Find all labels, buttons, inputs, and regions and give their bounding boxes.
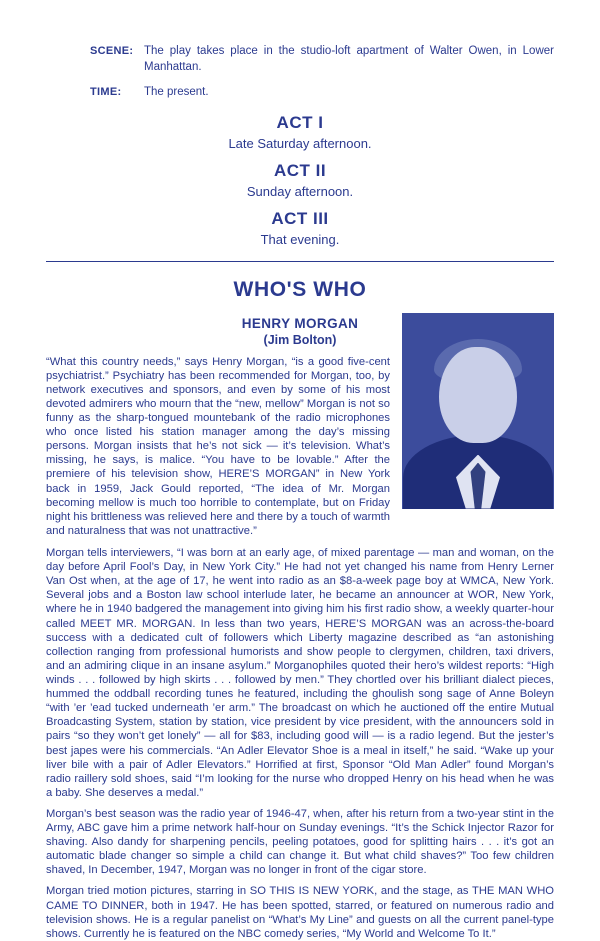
page-title: WHO'S WHO (233, 277, 367, 301)
section-divider (46, 261, 554, 262)
acts-list (46, 113, 554, 247)
act-entry (46, 209, 554, 247)
act-title: ACT II (273, 160, 327, 180)
scene-time-block (90, 44, 554, 101)
bio-role: (Jim Bolton) (263, 332, 337, 347)
scene-text: The play takes place in the studio-loft apartment of Walter Owen, in Lower Manhattan. (144, 45, 554, 73)
portrait-photo-icon (402, 313, 554, 509)
time-text: The present. (144, 86, 209, 99)
act-title: ACT III (271, 208, 329, 228)
act-subtitle: Late Saturday afternoon. (228, 135, 372, 151)
bio-name: HENRY MORGAN (241, 315, 359, 331)
portrait-face (439, 347, 517, 443)
act-title: ACT I (276, 112, 324, 132)
bio-paragraph: Morgan tells interviewers, “I was born at an early age, of mixed parentage — man and woman, on the day before April Fool’s Day, in New York City.” He had not yet changed his name from Henry Lerner Van Ost when, at the age of 17, he went into radio as an $8-a-week page boy at WMCA, New York. Several jobs and a Boston law school interlude later, he became an announcer at WOR, New York, where he in 1940 badgered the management into giving him his first radio show, a weekly quarter-hour called MEET MR. MORGAN. In less than two years, HERE’S MORGAN was an across-the-board success with a dedicated cult of followers which Liberty magazine described as “an astonishing collection ranging from professional humorists and show people to clergymen, children, taxi drivers, and an admiring clique in an insane asylum.” Morganophiles quoted their hero’s wildest reports: “High winds . . . followed by high skirts . . . followed by men.” They chortled over his brilliant dialect pieces, hummed the oddball recording tunes he featured, including the ghoulish song sage of Anne Boleyn “with ’er ’ead tucked underneath ’er arm.” The broadcast on which he auctioned off the entire Mutual Broadcasting System, station by station, vice president by vice president, with the announcers sold in pairs “so they won’t get lonely” — all for $83, including good will — is a radio legend. But the jester’s best japes were his commercials. “An Adler Elevator Shoe is a meal in itself,” he said. “Wake up your liver bile with a pair of Adler Elevators.” Horrified at first, Sponsor “Old Man Adler” found Morgan’s radio raillery sold shoes, said “I’m looking for the nurse who dropped Henry on his head when he was a baby. She deserves a medal.” (46, 546, 554, 799)
act-entry (46, 113, 554, 151)
act-entry (46, 161, 554, 199)
scene-row (90, 44, 554, 75)
bio-paragraph: Morgan’s best season was the radio year of 1946-47, when, after his return from a two-year stint in the Army, ABC gave him a prime network half-hour on Sunday evenings. “It’s the Schick Injector Razor for shaving. Also dandy for sharpening pencils, peeling potatoes, good for splitting hairs . . . it’s got an automatic blade changer so simple a child can change it. But what child shaves?” Too few children shaved, In December, 1947, Morgan was no longer in front of the cigar store. (46, 807, 554, 877)
bio-paragraph: “What this country needs,” says Henry Morgan, “is a good five-cent psychiatrist.” Psychiatry has been recommended for Morgan, too, by network executives and sponsors, and even by some of his most devoted admirers who mourn that the “new, mellow” Morgan is not so funny as the sharp-tongued mountebank of the radio microphones who once listed his station manager among the day’s missing persons. Morgan insists that he’s not sick — it’s television. What’s missing, he says, is malice. “You have to be lovable.” After the premiere of his television show, HERE’S MORGAN” in New York back in 1959, Jack Gould reported, “The idea of Mr. Morgan becoming mellow is much too horrible to contemplate, but on Friday night his brittleness was relieved here and there by a touch of warmth and naturalness that was not unattractive.” (46, 355, 390, 537)
act-subtitle: That evening. (260, 231, 340, 247)
bio-paragraph: Morgan tried motion pictures, starring in SO THIS IS NEW YORK, and the stage, as THE MAN WHO CAME TO DINNER, both in 1947. He has been spotted, starred, or featured on numerous radio and television shows. He is a regular panelist on “What’s My Line” and guests on all the current panel-type shows. Currently he is featured on the NBC comedy series, “My World and Welcome To It.” (46, 885, 554, 940)
time-row (90, 85, 554, 101)
act-subtitle: Sunday afternoon. (246, 183, 354, 199)
scene-label: SCENE: (90, 45, 134, 57)
time-label: TIME: (90, 86, 122, 99)
